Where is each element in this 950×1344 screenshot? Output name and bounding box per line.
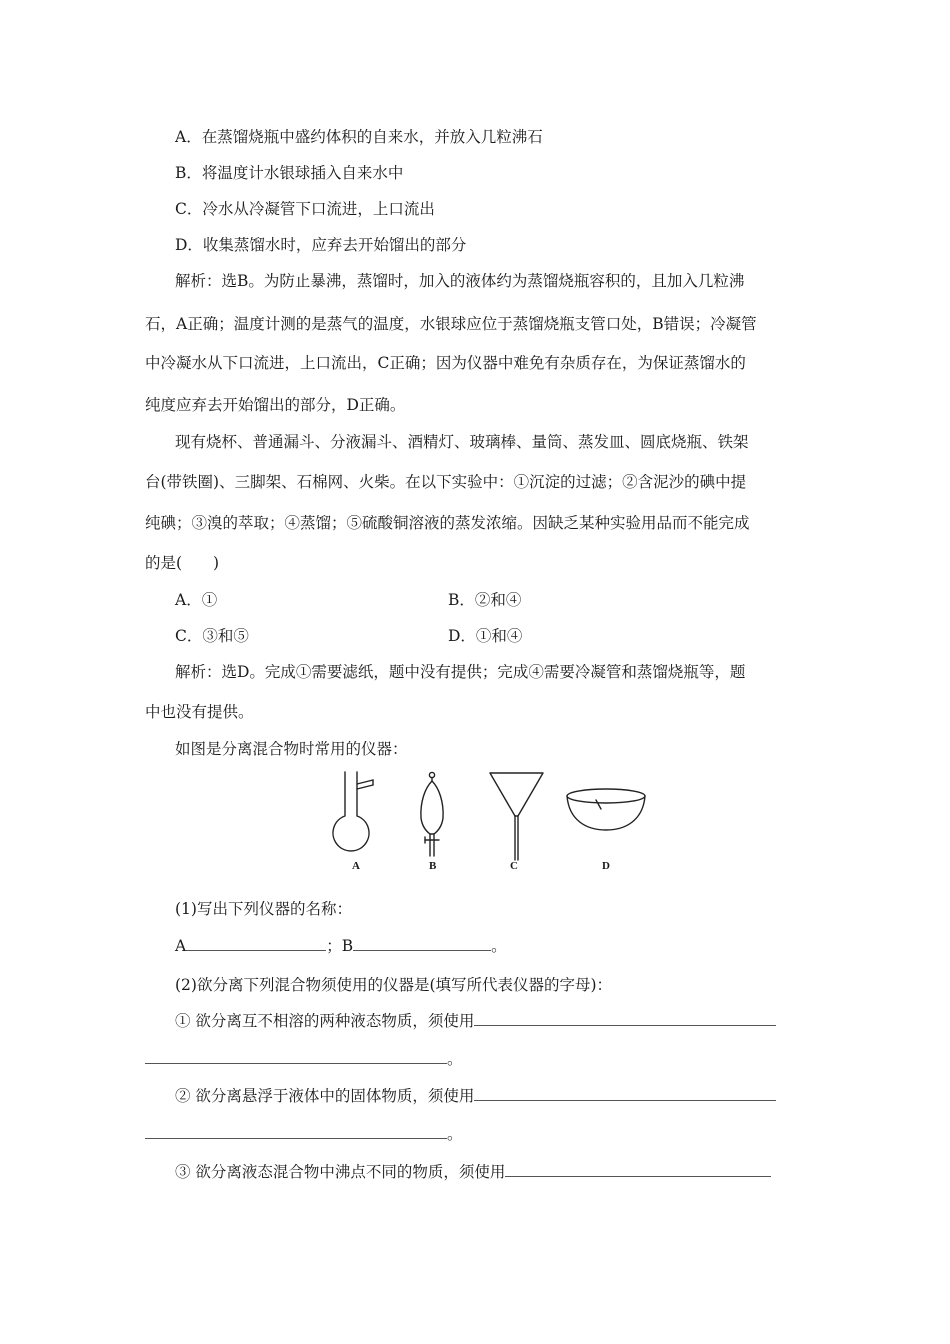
q1-analysis-line: 纯度应弃去开始馏出的部分，D正确。 <box>145 396 406 414</box>
answer-blank-item1[interactable] <box>474 1011 776 1026</box>
q3-part1-title: (1)写出下列仪器的名称： <box>175 900 352 918</box>
answer-blank-b[interactable] <box>353 936 491 951</box>
q3-intro: 如图是分离混合物时常用的仪器： <box>175 740 408 758</box>
q1-analysis-line: 中冷凝水从下口流进，上口流出，C正确；因为仪器中难免有杂质存在，为保证蒸馏水的 <box>145 354 746 372</box>
q3-part1-b-label: ；B <box>326 937 354 955</box>
q2-stem-line: 的是( ) <box>145 554 220 572</box>
figure-label-b: B <box>429 860 437 872</box>
distillation-flask-icon <box>333 772 373 851</box>
answer-blank-item3[interactable] <box>505 1162 771 1177</box>
period: 。 <box>447 1050 463 1068</box>
period: 。 <box>447 1125 463 1143</box>
q3-item1 <box>175 1011 776 1031</box>
q2-option-d: D．①和④ <box>448 627 523 645</box>
q1-option-b: B．将温度计水银球插入自来水中 <box>175 164 404 182</box>
q3-item2-cont <box>145 1124 463 1144</box>
q2-option-b: B．②和④ <box>448 591 522 609</box>
q3-item1-text: ① 欲分离互不相溶的两种液态物质，须使用 <box>175 1012 475 1030</box>
q1-option-d: D．收集蒸馏水时，应弃去开始馏出的部分 <box>175 236 467 254</box>
q2-option-a: A．① <box>175 591 218 609</box>
q3-item2-text: ② 欲分离悬浮于液体中的固体物质，须使用 <box>175 1087 475 1105</box>
answer-blank-item2[interactable] <box>474 1086 776 1101</box>
q3-item1-cont <box>145 1049 463 1069</box>
q2-stem-line: 纯碘；③溴的萃取；④蒸馏；⑤硫酸铜溶液的蒸发浓缩。因缺乏某种实验用品而不能完成 <box>145 514 750 532</box>
answer-blank-a[interactable] <box>186 936 326 951</box>
q3-part1-a-label: A <box>175 937 187 955</box>
separatory-funnel-icon <box>421 772 443 856</box>
q3-item2 <box>175 1086 776 1106</box>
q3-part2-title: (2)欲分离下列混合物须使用的仪器是(填写所代表仪器的字母)： <box>175 976 613 994</box>
figure-label-c: C <box>510 860 518 872</box>
q2-stem-line: 台(带铁圈)、三脚架、石棉网、火柴。在以下实验中：①沉淀的过滤；②含泥沙的碘中提 <box>145 473 747 491</box>
q1-option-c: C．冷水从冷凝管下口流进，上口流出 <box>175 200 435 218</box>
figure-label-d: D <box>602 860 610 872</box>
q2-analysis-line: 解析：选D。完成①需要滤纸，题中没有提供；完成④需要冷凝管和蒸馏烧瓶等，题 <box>175 663 746 681</box>
q2-stem-line: 现有烧杯、普通漏斗、分液漏斗、酒精灯、玻璃棒、量筒、蒸发皿、圆底烧瓶、铁架 <box>175 433 749 451</box>
q1-analysis-line: 解析：选B。为防止暴沸，蒸馏时，加入的液体约为蒸馏烧瓶容积的，且加入几粒沸 <box>175 272 745 290</box>
answer-blank-item2-cont[interactable] <box>145 1124 447 1139</box>
q3-part1-end: 。 <box>491 937 507 955</box>
funnel-icon <box>490 773 543 860</box>
answer-blank-item1-cont[interactable] <box>145 1049 447 1064</box>
apparatus-figure <box>328 768 650 876</box>
q3-item3 <box>175 1162 771 1182</box>
q1-analysis-line: 石，A正确；温度计测的是蒸气的温度，水银球应位于蒸馏烧瓶支管口处，B错误；冷凝管 <box>145 315 757 333</box>
q1-option-a: A．在蒸馏烧瓶中盛约体积的自来水，并放入几粒沸石 <box>175 128 543 146</box>
evaporating-dish-icon <box>567 789 645 830</box>
q2-option-c: C．③和⑤ <box>175 627 249 645</box>
q3-item3-text: ③ 欲分离液态混合物中沸点不同的物质，须使用 <box>175 1163 506 1181</box>
figure-label-a: A <box>352 860 360 872</box>
q3-part1-answer-line <box>175 936 507 956</box>
q2-analysis-line: 中也没有提供。 <box>145 703 254 721</box>
